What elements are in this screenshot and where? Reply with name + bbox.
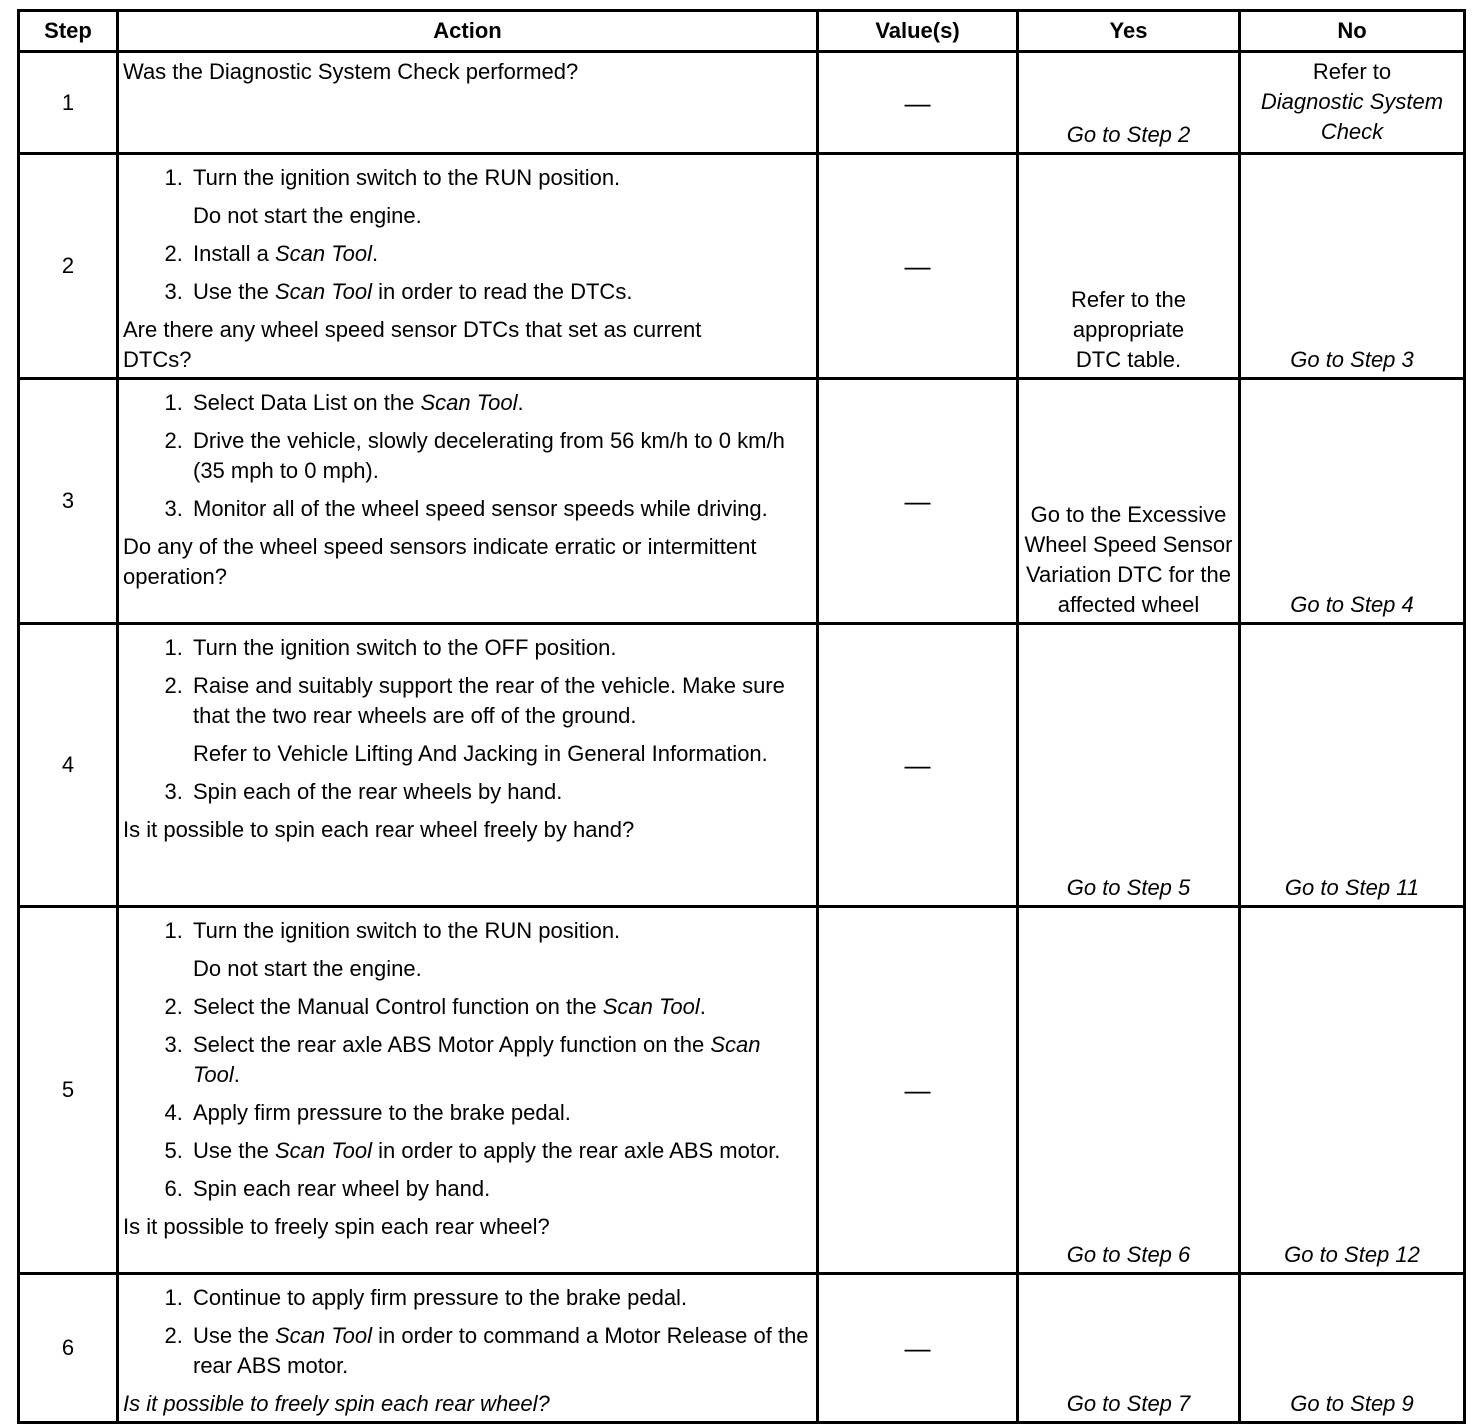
header-yes: Yes (1018, 11, 1240, 52)
question-text: Was the Diagnostic System Check performed? (123, 59, 579, 84)
header-values: Value(s) (818, 11, 1018, 52)
action-cell (118, 907, 818, 1274)
action-list (123, 163, 810, 307)
table-row (19, 1274, 1465, 1423)
action-item: 2. Select the Manual Control function on the Scan Tool. (189, 992, 810, 1022)
step-number: 1 (19, 52, 118, 154)
action-item: 6. Spin each rear wheel by hand. (189, 1174, 810, 1204)
action-list (123, 388, 810, 524)
value-cell: — (818, 379, 1018, 624)
action-cell (118, 379, 818, 624)
step-number: 6 (19, 1274, 118, 1423)
action-cell (118, 624, 818, 907)
action-item: 3. Monitor all of the wheel speed sensor speeds while driving. (189, 494, 810, 524)
action-list (123, 1283, 810, 1381)
step-number: 2 (19, 154, 118, 379)
yes-cell: Go to Step 6 (1018, 907, 1240, 1274)
value-cell: — (818, 1274, 1018, 1423)
yes-cell: Go to the Excessive Wheel Speed Sensor Variation DTC for the affected wheel (1018, 379, 1240, 624)
table-row (19, 52, 1465, 154)
value-cell: — (818, 154, 1018, 379)
yes-cell: Go to Step 7 (1018, 1274, 1240, 1423)
no-cell (1240, 52, 1465, 154)
value-cell: — (818, 624, 1018, 907)
question-text: Is it possible to spin each rear wheel freely by hand? (123, 817, 635, 842)
no-line-2: Diagnostic System Check (1260, 89, 1444, 144)
no-cell: Go to Step 12 (1240, 907, 1465, 1274)
no-cell: Go to Step 11 (1240, 624, 1465, 907)
action-list (123, 916, 810, 1204)
action-cell (118, 1274, 818, 1423)
action-item: 1. Turn the ignition switch to the RUN position. Do not start the engine. (189, 163, 810, 231)
action-item: 4. Apply firm pressure to the brake pedal. (189, 1098, 810, 1128)
action-item: 1. Turn the ignition switch to the OFF position. (189, 633, 810, 663)
table-row (19, 624, 1465, 907)
table-row (19, 379, 1465, 624)
step-number: 4 (19, 624, 118, 907)
header-no: No (1240, 11, 1465, 52)
header-action: Action (118, 11, 818, 52)
action-item: 1. Select Data List on the Scan Tool. (189, 388, 810, 418)
action-item: 1. Turn the ignition switch to the RUN position. Do not start the engine. (189, 916, 810, 984)
value-cell: — (818, 52, 1018, 154)
action-item: 5. Use the Scan Tool in order to apply the rear axle ABS motor. (189, 1136, 810, 1166)
action-list (123, 633, 810, 807)
question-text: Is it possible to freely spin each rear wheel? (123, 1214, 550, 1239)
step-number: 5 (19, 907, 118, 1274)
yes-cell: Go to Step 5 (1018, 624, 1240, 907)
diagnostic-table (17, 9, 1466, 1424)
question-text: Do any of the wheel speed sensors indicate erratic or intermittent operation? (123, 534, 757, 589)
yes-cell: Refer to the appropriate DTC table. (1018, 154, 1240, 379)
header-step: Step (19, 11, 118, 52)
action-note: Do not start the engine. (193, 956, 422, 981)
yes-cell: Go to Step 2 (1018, 52, 1240, 154)
question-text: Is it possible to freely spin each rear wheel? (123, 1391, 550, 1416)
action-item: 3. Spin each of the rear wheels by hand. (189, 777, 810, 807)
action-item: 1. Continue to apply firm pressure to the brake pedal. (189, 1283, 810, 1313)
action-note: Refer to Vehicle Lifting And Jacking in General Information. (193, 741, 768, 766)
action-item: 3. Use the Scan Tool in order to read the DTCs. (189, 277, 810, 307)
no-cell: Go to Step 4 (1240, 379, 1465, 624)
table-row (19, 154, 1465, 379)
no-cell: Go to Step 3 (1240, 154, 1465, 379)
table-row (19, 907, 1465, 1274)
action-item: 3. Select the rear axle ABS Motor Apply function on the Scan Tool. (189, 1030, 810, 1090)
action-item: 2. Raise and suitably support the rear of the vehicle. Make sure that the two rear wheels are off of the ground. Refer to Vehicle Lifting And Jacking in General Information. (189, 671, 810, 769)
value-cell: — (818, 907, 1018, 1274)
question-text: Are there any wheel speed sensor DTCs that set as current DTCs? (123, 317, 702, 372)
step-number: 3 (19, 379, 118, 624)
action-item: 2. Install a Scan Tool. (189, 239, 810, 269)
action-cell (118, 52, 818, 154)
header-row (19, 11, 1465, 52)
no-cell: Go to Step 9 (1240, 1274, 1465, 1423)
action-cell (118, 154, 818, 379)
action-item: 2. Use the Scan Tool in order to command a Motor Release of the rear ABS motor. (189, 1321, 810, 1381)
no-line-1: Refer to (1312, 59, 1392, 84)
action-note: Do not start the engine. (193, 203, 422, 228)
action-item: 2. Drive the vehicle, slowly decelerating from 56 km/h to 0 km/h (35 mph to 0 mph). (189, 426, 810, 486)
